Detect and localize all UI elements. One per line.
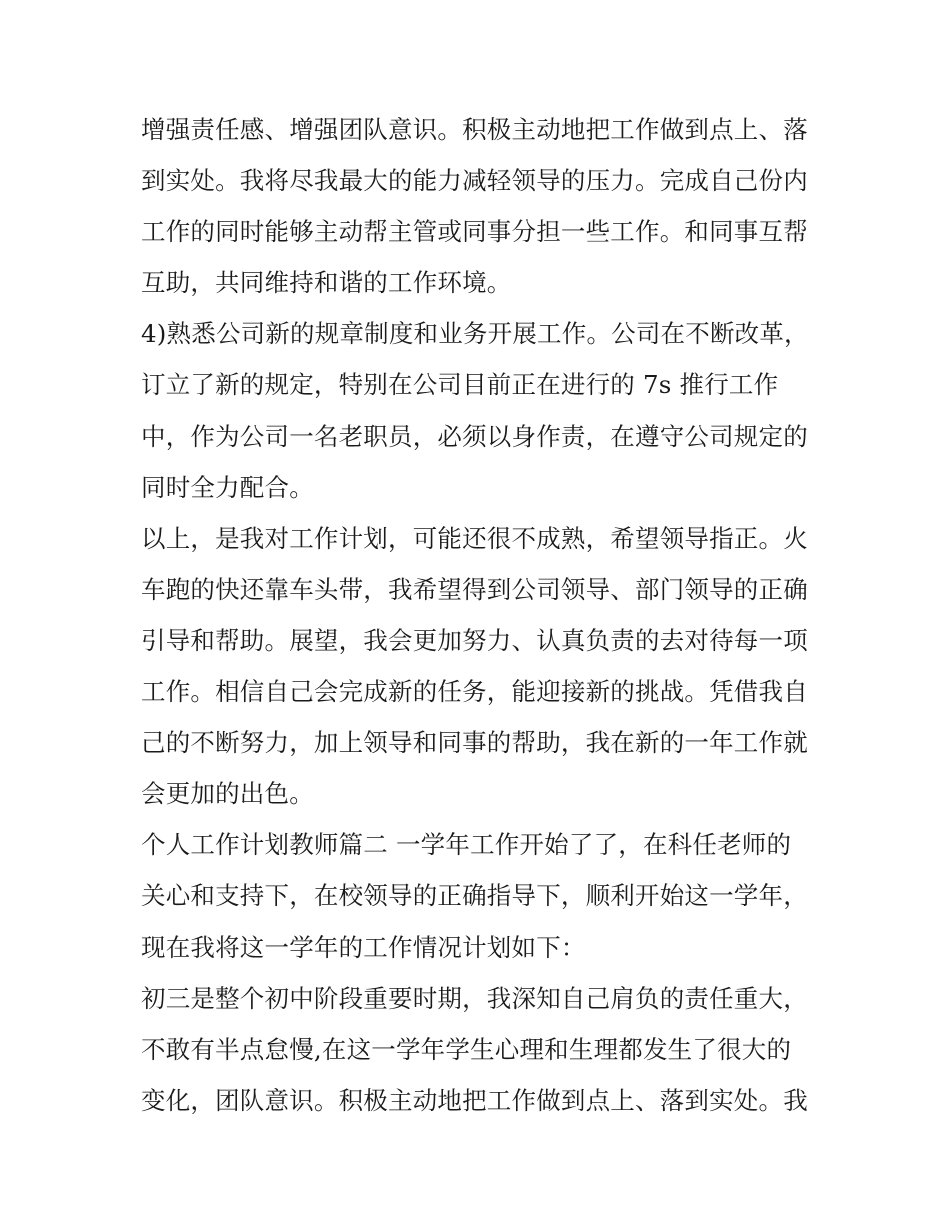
text-line: 会更加的出色。 — [141, 779, 314, 809]
text-line: 引导和帮助。展望，我会更加努力、认真负责的去对待每一项 — [141, 625, 808, 655]
text-line: 现在我将这一学年的工作情况计划如下： — [141, 932, 586, 962]
text-line: 同时全力配合。 — [141, 472, 314, 502]
text-line: 以上，是我对工作计划，可能还很不成熟，希望领导指正。火 — [141, 523, 808, 553]
text-line: 增强责任感、增强团队意识。积极主动地把工作做到点上、落 — [141, 115, 808, 144]
text-line: 个人工作计划教师篇二 一学年工作开始了了，在科任老师的 — [141, 830, 792, 860]
text-line: 工作的同时能够主动帮主管或同事分担一些工作。和同事互帮 — [141, 217, 808, 247]
text-line: 车跑的快还靠车头带，我希望得到公司领导、部门领导的正确 — [141, 574, 808, 604]
text-line: 中，作为公司一名老职员，必须以身作责，在遵守公司规定的 — [141, 421, 808, 451]
text-line: 到实处。我将尽我最大的能力减轻领导的压力。完成自己份内 — [141, 166, 808, 196]
text-line: 4)熟悉公司新的规章制度和业务开展工作。公司在不断改革， — [141, 319, 809, 349]
text-line: 订立了新的规定，特别在公司目前正在进行的 7s 推行工作 — [141, 370, 779, 400]
text-line: 关心和支持下，在校领导的正确指导下，顺利开始这一学年， — [141, 881, 808, 911]
text-line: 互助，共同维持和谐的工作环境。 — [141, 268, 512, 298]
text-line: 不敢有半点怠慢,在这一学年学生心理和生理都发生了很大的 — [141, 1034, 792, 1064]
text-line: 初三是整个初中阶段重要时期，我深知自己肩负的责任重大， — [141, 983, 808, 1013]
text-line: 己的不断努力，加上领导和同事的帮助，我在新的一年工作就 — [141, 728, 808, 758]
text-line: 工作。相信自己会完成新的任务，能迎接新的挑战。凭借我自 — [141, 677, 808, 707]
document-body — [141, 104, 821, 1126]
text-line: 变化，团队意识。积极主动地把工作做到点上、落到实处。我 — [141, 1085, 808, 1115]
